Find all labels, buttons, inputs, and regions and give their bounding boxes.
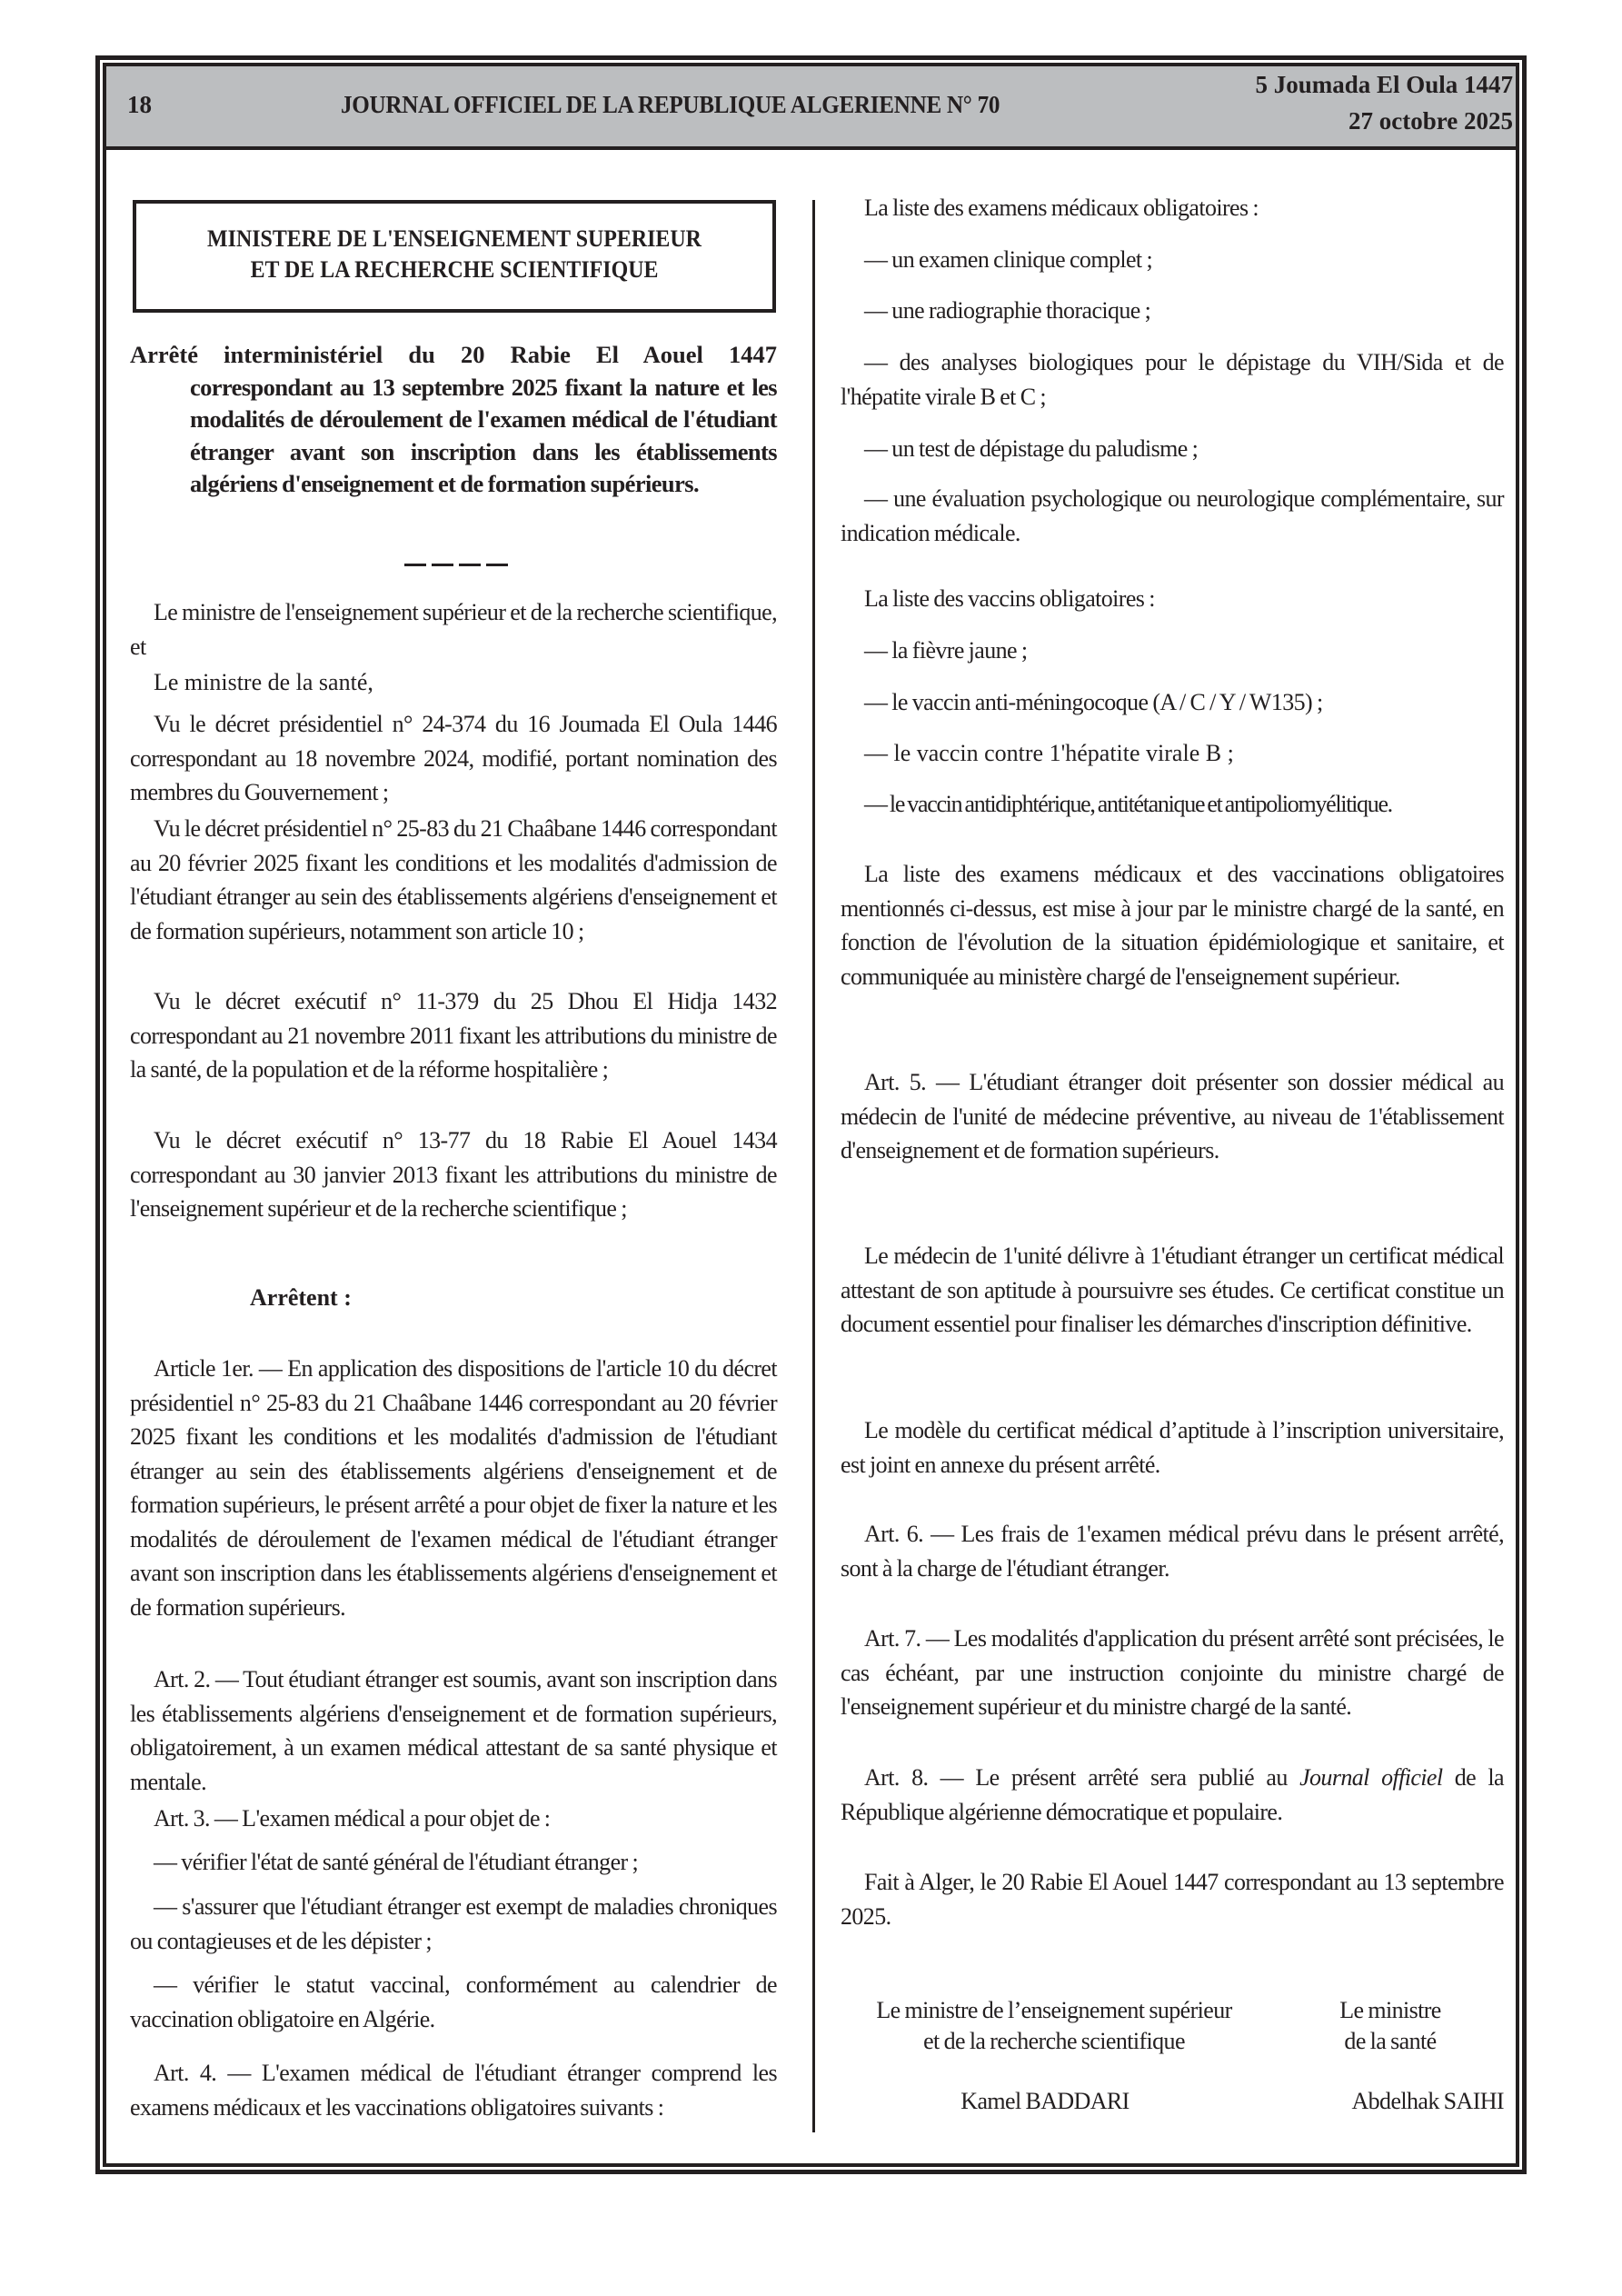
column-divider	[812, 200, 815, 2132]
preamble-visa-1: Vu le décret présidentiel n° 24-374 du 16 Joumada El Oula 1446 correspondant au 18 novembre 2024, modifié, portant nomination des membres du Gouvernement ;	[130, 711, 777, 805]
decree-title-first-line: Arrêté interministériel du 20 Rabie El Aouel 1447	[130, 341, 777, 368]
exam-item-2: — une radiographie thoracique ;	[864, 297, 1151, 324]
article-4-update-clause: La liste des examens médicaux et des vaccinations obligatoires mentionnés ci-dessus, est mise à jour par le ministre chargé de la santé, en fonction de l'évolution de la situation épidémiologique et sanitaire, et communiquée au ministère chargé de l'enseignement supérieur.	[841, 861, 1504, 990]
signature-right-title-1: Le ministre	[1339, 1997, 1441, 2023]
article-8-text-b: de la République algérienne démocratique et populaire.	[841, 1764, 1504, 1825]
article-7: Art. 7. — Les modalités d'application du présent arrêté sont précisées, le cas échéant, par une instruction conjointe du ministre chargé de l'enseignement supérieur et du ministre chargé de la santé.	[841, 1625, 1504, 1720]
signing-place-date: Fait à Alger, le 20 Rabie El Aouel 1447 correspondant au 13 septembre 2025.	[841, 1869, 1504, 1930]
article-3-item-2: — s'assurer que l'étudiant étranger est exempt de maladies chroniques ou contagieuses et de les dépister ;	[130, 1893, 777, 1954]
article-1: Article 1er. — En application des dispositions de l'article 10 du décret présidentiel n° 25-83 du 21 Chaâbane 1446 correspondant au 20 février 2025 fixant les conditions et les modalités d'admission de l'étudiant étranger au sein des établissements algériens d'enseignement et de formation supérieurs, le présent arrêté a pour objet de fixer la nature et les modalités de déroulement de l'examen médical de l'étudiant étranger avant son inscription dans les établissements algériens d'enseignement et de formation supérieurs.	[130, 1355, 777, 1621]
preamble-minister-education: Le ministre de l'enseignement supérieur et de la recherche scientifique, et	[130, 599, 777, 660]
article-3-intro: Art. 3. — L'examen médical a pour objet de :	[154, 1805, 551, 1832]
arretent-heading: Arrêtent :	[250, 1284, 352, 1311]
journal-title: JOURNAL OFFICIEL DE LA REPUBLIQUE ALGERIENNE N° 70	[341, 91, 1000, 118]
exam-item-1: — un examen clinique complet ;	[864, 246, 1153, 273]
preamble-minister-health: Le ministre de la santé,	[154, 669, 373, 695]
signature-left-title-2: et de la recherche scientifique	[923, 2028, 1185, 2054]
hijri-date: 5 Joumada El Oula 1447	[1255, 71, 1513, 98]
article-2: Art. 2. — Tout étudiant étranger est soumis, avant son inscription dans les établissements algériens d'enseignement et de formation supérieurs, obligatoirement, à un examen médical attestant de sa santé physique et mentale.	[130, 1666, 777, 1795]
vaccines-list-title: La liste des vaccins obligatoires :	[864, 585, 1155, 612]
article-8-text-a: Art. 8. — Le présent arrêté sera publié au	[864, 1764, 1300, 1791]
preamble-visa-2: Vu le décret présidentiel n° 25-83 du 21 Chaâbane 1446 correspondant au 20 février 2025 fixant les conditions et les modalités d'admission de l'étudiant étranger au sein des établissements algériens d'enseignement et de formation supérieurs, notamment son article 10 ;	[130, 815, 777, 944]
ministry-line-2: ET DE LA RECHERCHE SCIENTIFIQUE	[250, 256, 659, 283]
signature-left-title-1: Le ministre de l’enseignement supérieur	[876, 1997, 1232, 2023]
article-5-annex: Le modèle du certificat médical d’aptitude à l’inscription universitaire, est joint en annexe du présent arrêté.	[841, 1417, 1504, 1478]
signature-right-title	[1309, 1995, 1472, 2057]
signature-left-name: Kamel BADDARI	[960, 2088, 1129, 2114]
decree-title-rest: correspondant au 13 septembre 2025 fixant la nature et les modalités de déroulement de l'examen médical de l'étudiant étranger avant son inscription dans les établissements algériens d'enseignement et de formation supérieurs.	[190, 373, 777, 497]
vaccine-item-4: — le vaccin antidiphtérique, antitétanique et antipoliomyélitique.	[864, 791, 1392, 817]
vaccine-item-1: — la fièvre jaune ;	[864, 637, 1028, 664]
article-4-intro: Art. 4. — L'examen médical de l'étudiant étranger comprend les examens médicaux et les vaccinations obligatoires suivants :	[130, 2060, 777, 2121]
section-separator	[404, 556, 513, 573]
signature-right-name: Abdelhak SAIHI	[1351, 2088, 1504, 2114]
article-5: Art. 5. — L'étudiant étranger doit présenter son dossier médical au médecin de l'unité de médecine préventive, au niveau de 1'établissement d'enseignement et de formation supérieurs.	[841, 1069, 1504, 1163]
article-6: Art. 6. — Les frais de 1'examen médical prévu dans le présent arrêté, sont à la charge de l'étudiant étranger.	[841, 1521, 1504, 1582]
journal-officiel-italic: Journal officiel	[1299, 1764, 1443, 1791]
article-3-item-3: — vérifier le statut vaccinal, conformément au calendrier de vaccination obligatoire en Algérie.	[130, 1972, 777, 2032]
article-3-item-1: — vérifier l'état de santé général de l'étudiant étranger ;	[154, 1849, 639, 1875]
signature-left-title	[841, 1995, 1268, 2057]
exams-list-title: La liste des examens médicaux obligatoires :	[864, 195, 1259, 221]
gregorian-date: 27 octobre 2025	[1348, 107, 1513, 135]
preamble-visa-3: Vu le décret exécutif n° 11-379 du 25 Dhou El Hidja 1432 correspondant au 21 novembre 2011 fixant les attributions du ministre de la santé, de la population et de la réforme hospitalière ;	[130, 988, 777, 1083]
exam-item-4: — un test de dépistage du paludisme ;	[864, 435, 1199, 462]
vaccine-item-3: — le vaccin contre 1'hépatite virale B ;	[864, 740, 1234, 766]
ministry-line-1: MINISTERE DE L'ENSEIGNEMENT SUPERIEUR	[207, 225, 702, 252]
preamble-visa-4: Vu le décret exécutif n° 13-77 du 18 Rabie El Aouel 1434 correspondant au 30 janvier 2013 fixant les attributions du ministre de l'enseignement supérieur et de la recherche scientifique ;	[130, 1127, 777, 1222]
vaccine-item-2: — le vaccin anti-méningocoque (A / C / Y / W135) ;	[864, 689, 1323, 715]
article-8	[841, 1761, 1504, 1829]
exam-item-5: — une évaluation psychologique ou neurologique complémentaire, sur indication médicale.	[841, 485, 1504, 546]
decree-title	[130, 339, 777, 501]
exam-item-3: — des analyses biologiques pour le dépistage du VIH/Sida et de l'hépatite virale B et C ;	[841, 349, 1504, 410]
ministry-heading	[133, 200, 776, 313]
article-5-certificate: Le médecin de 1'unité délivre à 1'étudiant étranger un certificat médical attestant de son aptitude à poursuivre ses études. Ce certificat constitue un document essentiel pour finaliser les démarches d'inscription définitive.	[841, 1243, 1504, 1337]
signature-right-title-2: de la santé	[1344, 2028, 1437, 2054]
page-number: 18	[127, 91, 152, 118]
